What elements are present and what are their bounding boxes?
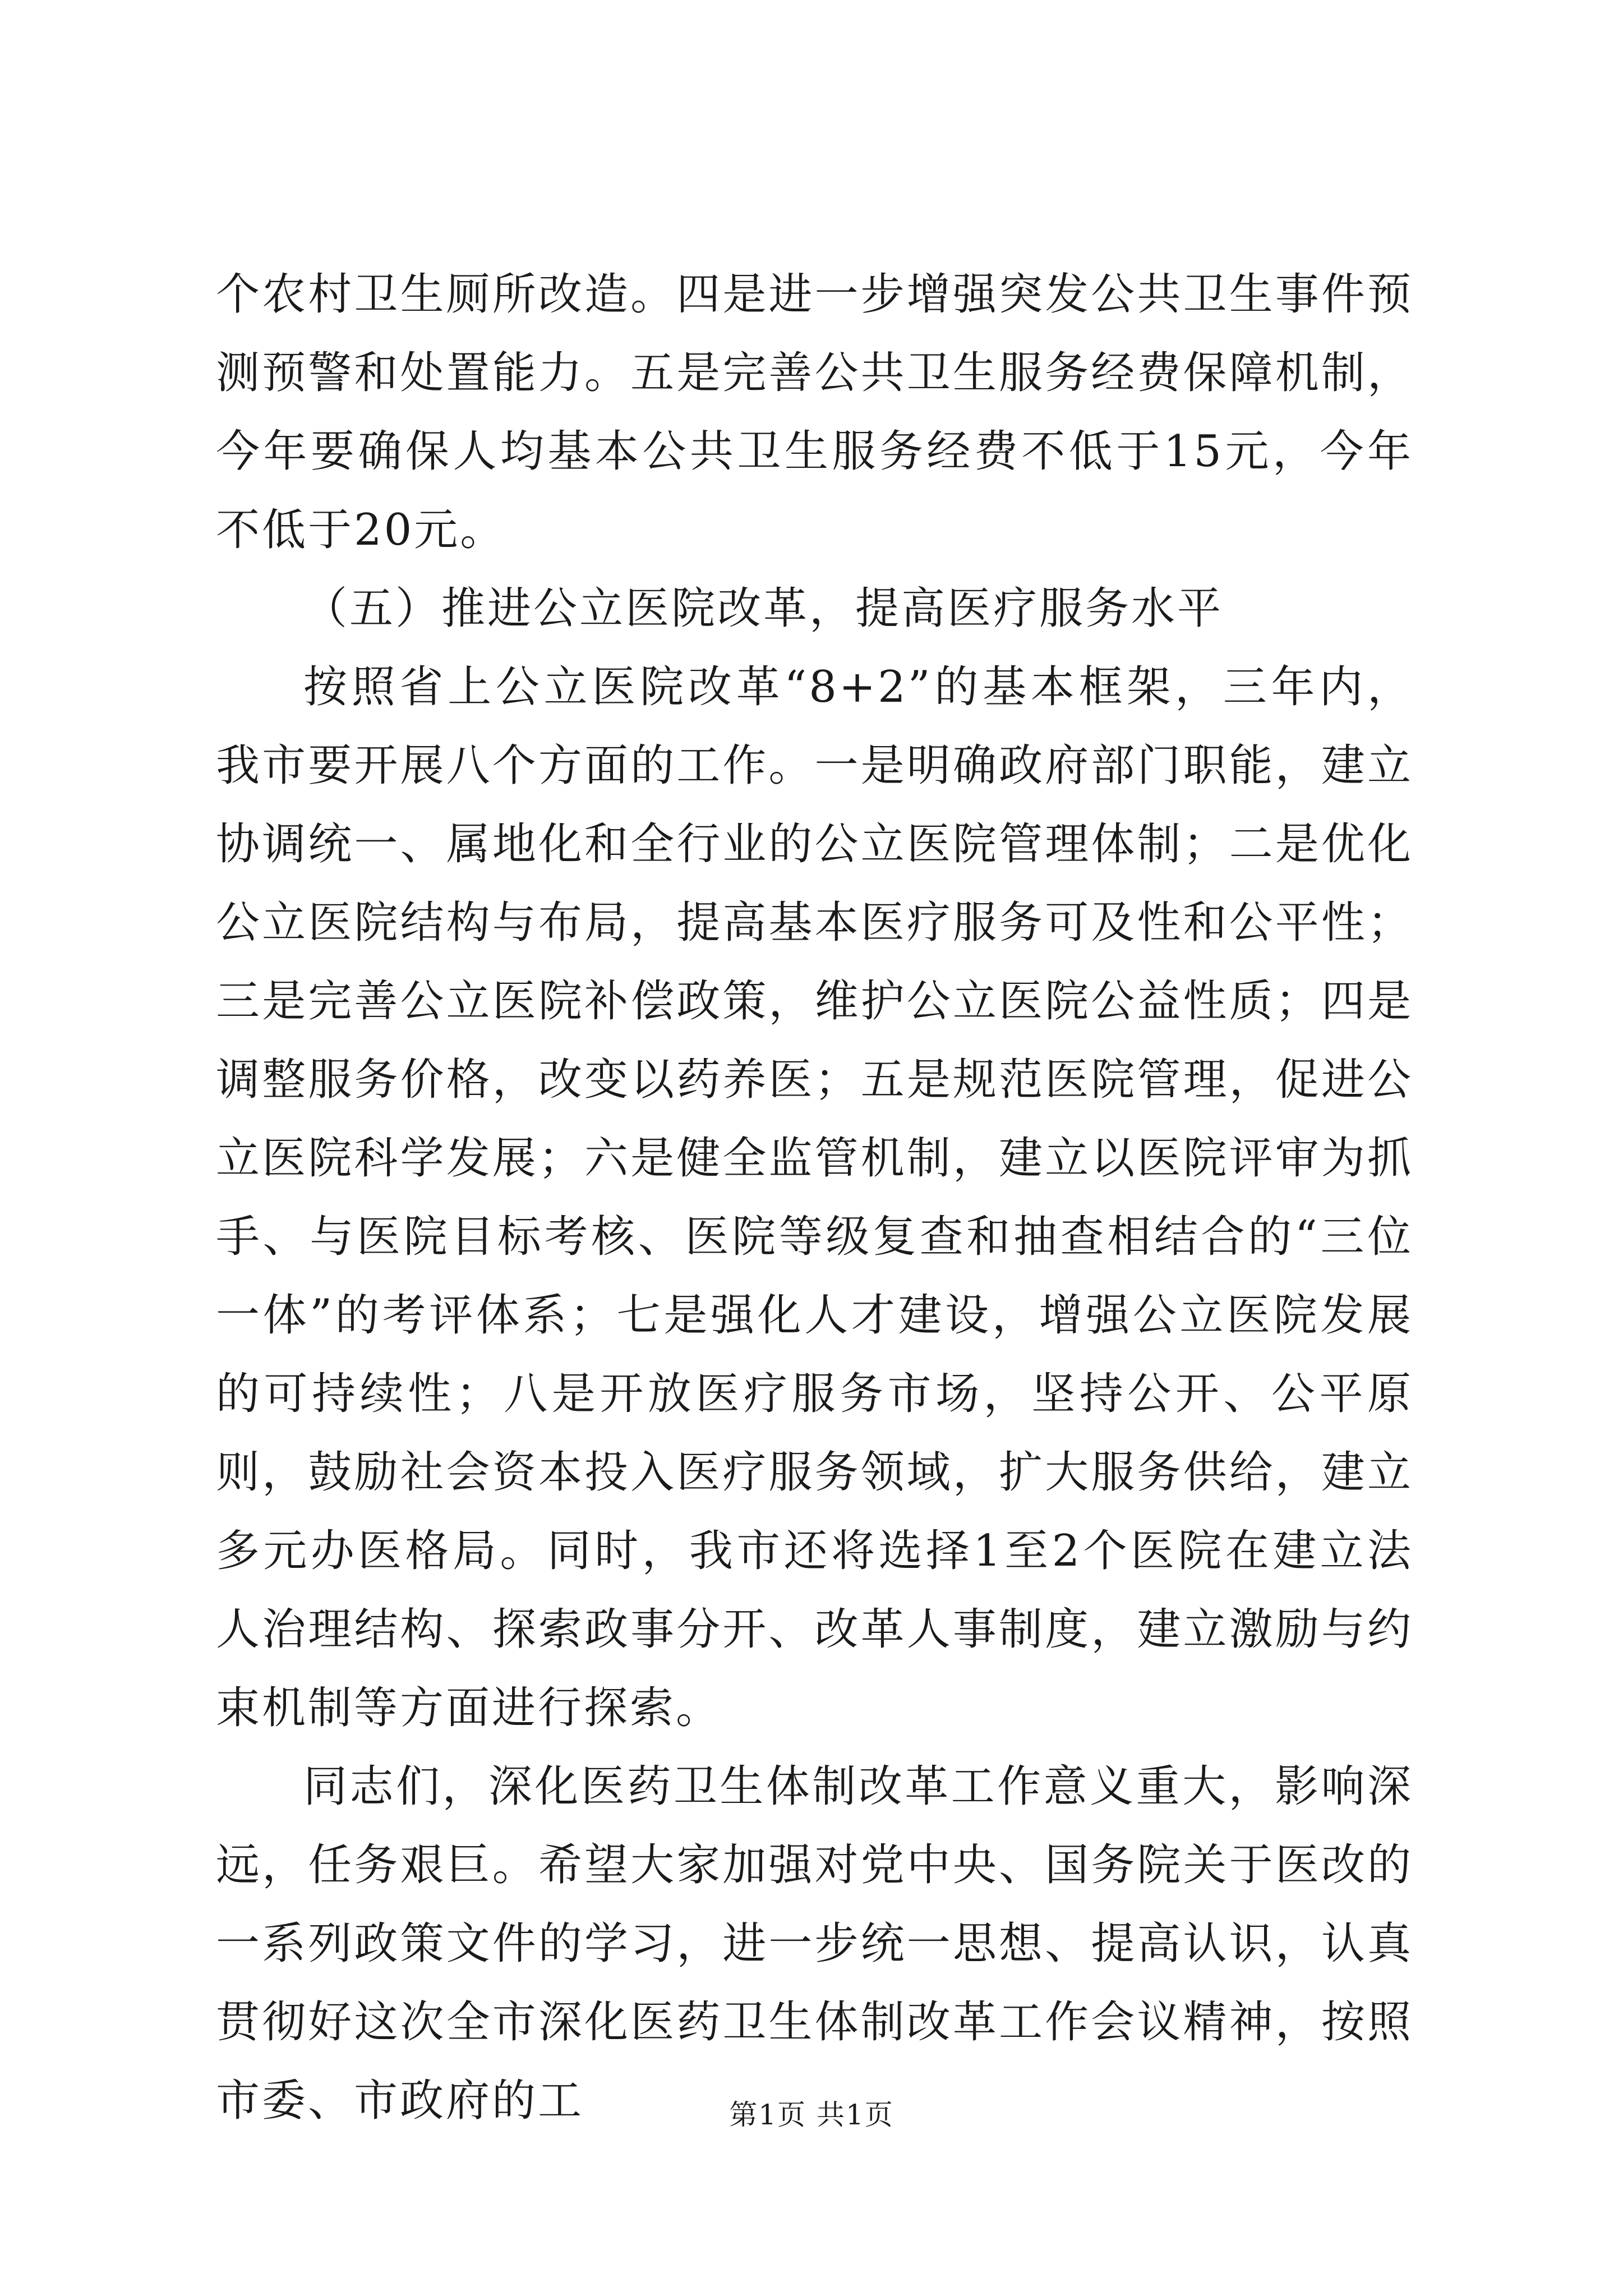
paragraph-continuation: 个农村卫生厕所改造。四是进一步增强突发公共卫生事件预测预警和处置能力。五是完善公共卫生服务经费保障机制，今年要确保人均基本公共卫生服务经费不低于15元，今年不低于20元。 xyxy=(216,269,1413,555)
document-body xyxy=(216,255,1413,2140)
paragraph-reform-plan: 按照省上公立医院改革“8+2”的基本框架，三年内，我市要开展八个方面的工作。一是明确政府部门职能，建立协调统一、属地化和全行业的公立医院管理体制；二是优化公立医院结构与布局，提高基本医疗服务可及性和公平性；三是完善公立医院补偿政策，维护公立医院公益性质；四是调整服务价格，改变以药养医；五是规范医院管理，促进公立医院科学发展；六是健全监管机制，建立以医院评审为抓手、与医院目标考核、医院等级复查和抽查相结合的“三位一体”的考评体系；七是强化人才建设，增强公立医院发展的可持续性；八是开放医疗服务市场，坚持公开、公平原则，鼓励社会资本投入医疗服务领域，扩大服务供给，建立多元办医格局。同时，我市还将选择1至2个医院在建立法人治理结构、探索政事分开、改革人事制度，建立激励与约束机制等方面进行探索。 xyxy=(216,662,1413,1733)
section-heading: （五）推进公立医院改革，提高医疗服务水平 xyxy=(303,583,1224,634)
paragraph-closing: 同志们，深化医药卫生体制改革工作意义重大，影响深远，任务艰巨。希望大家加强对党中央、国务院关于医改的一系列政策文件的学习，进一步统一思想、提高认识，认真贯彻好这次全市深化医药卫生体制改革工作会议精神，按照市委、市政府的工 xyxy=(216,1761,1413,2126)
page-footer: 第1页 共1页 xyxy=(729,2099,894,2131)
